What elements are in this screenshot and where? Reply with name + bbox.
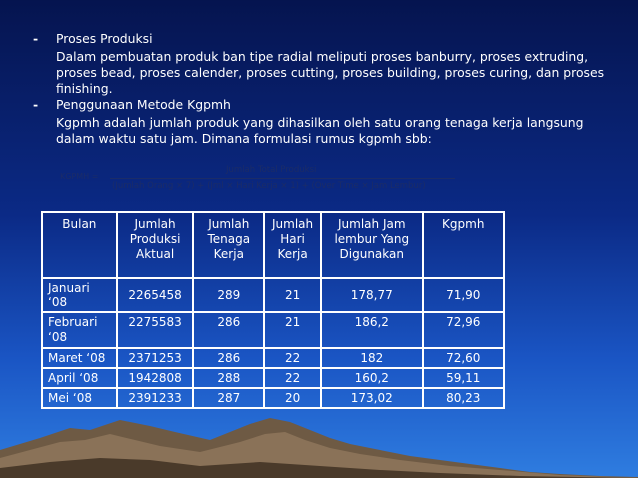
cell-produksi: 1942808 <box>117 368 194 388</box>
cell-hari-kerja: 22 <box>264 348 321 368</box>
header-kgpmh: Kgpmh <box>423 212 505 278</box>
cell-jam-lembur: 182 <box>321 348 422 368</box>
header-jumlah-hari-kerja: Jumlah Hari Kerja <box>264 212 321 278</box>
cell-bulan: Mei ‘08 <box>42 388 117 408</box>
cell-tenaga-kerja: 286 <box>193 312 264 348</box>
cell-hari-kerja: 21 <box>264 278 321 312</box>
cell-hari-kerja: 20 <box>264 388 321 408</box>
cell-produksi: 2391233 <box>117 388 194 408</box>
formula-denominator: (Jumlah Orang × 7) + (Jml × Hari Kerja × 1) + (Over Time × Jam Lembur) <box>112 181 426 191</box>
bullet-title: Penggunaan Metode Kgpmh <box>56 97 231 112</box>
table-row <box>42 278 504 312</box>
cell-kgpmh: 80,23 <box>423 388 505 408</box>
cell-produksi: 2371253 <box>117 348 194 368</box>
cell-bulan: April ‘08 <box>42 368 117 388</box>
cell-jam-lembur: 178,77 <box>321 278 422 312</box>
table-header-row <box>42 212 504 278</box>
cell-produksi: 2275583 <box>117 312 194 348</box>
cell-bulan: Januari ‘08 <box>42 278 117 312</box>
bullet-dash: - <box>33 97 39 112</box>
cell-kgpmh: 59,11 <box>423 368 505 388</box>
formula-numerator: Jumlah Total Produksi <box>226 165 317 175</box>
mountain-range-decoration <box>0 410 638 478</box>
formula-lhs: KGPMH = <box>60 172 99 181</box>
cell-hari-kerja: 21 <box>264 312 321 348</box>
paragraph-proses-produksi <box>56 49 626 97</box>
cell-tenaga-kerja: 286 <box>193 348 264 368</box>
paragraph-line: Dalam pembuatan produk ban tipe radial meliputi proses banburry, proses extruding, <box>56 49 589 64</box>
cell-jam-lembur: 160,2 <box>321 368 422 388</box>
cell-hari-kerja: 22 <box>264 368 321 388</box>
table-row <box>42 388 504 408</box>
cell-kgpmh: 72,60 <box>423 348 505 368</box>
table-row <box>42 312 504 348</box>
cell-jam-lembur: 173,02 <box>321 388 422 408</box>
paragraph-line: finishing. <box>56 81 113 96</box>
header-bulan: Bulan <box>42 212 117 278</box>
header-jumlah-jam-lembur: Jumlah Jam lembur Yang Digunakan <box>321 212 422 278</box>
kgpmh-formula <box>60 165 460 195</box>
cell-tenaga-kerja: 289 <box>193 278 264 312</box>
bullet-dash: - <box>33 31 39 46</box>
bullet-title: Proses Produksi <box>56 31 153 46</box>
cell-tenaga-kerja: 288 <box>193 368 264 388</box>
table-row <box>42 348 504 368</box>
paragraph-line: Kgpmh adalah jumlah produk yang dihasilkan oleh satu orang tenaga kerja langsung <box>56 115 584 130</box>
cell-bulan: Maret ‘08 <box>42 348 117 368</box>
table-row <box>42 368 504 388</box>
paragraph-line: proses bead, proses calender, proses cutting, proses building, proses curing, dan proses <box>56 65 605 80</box>
cell-produksi: 2265458 <box>117 278 194 312</box>
cell-bulan: Februari ‘08 <box>42 312 117 348</box>
paragraph-metode-kgpmh <box>56 115 626 147</box>
cell-jam-lembur: 186,2 <box>321 312 422 348</box>
kgpmh-table <box>41 211 505 409</box>
cell-kgpmh: 72,96 <box>423 312 505 348</box>
cell-tenaga-kerja: 287 <box>193 388 264 408</box>
header-jumlah-produksi-aktual: Jumlah Produksi Aktual <box>117 212 194 278</box>
cell-kgpmh: 71,90 <box>423 278 505 312</box>
header-jumlah-tenaga-kerja: Jumlah Tenaga Kerja <box>193 212 264 278</box>
formula-fraction-line <box>110 178 455 179</box>
paragraph-line: dalam waktu satu jam. Dimana formulasi rumus kgpmh sbb: <box>56 131 432 146</box>
